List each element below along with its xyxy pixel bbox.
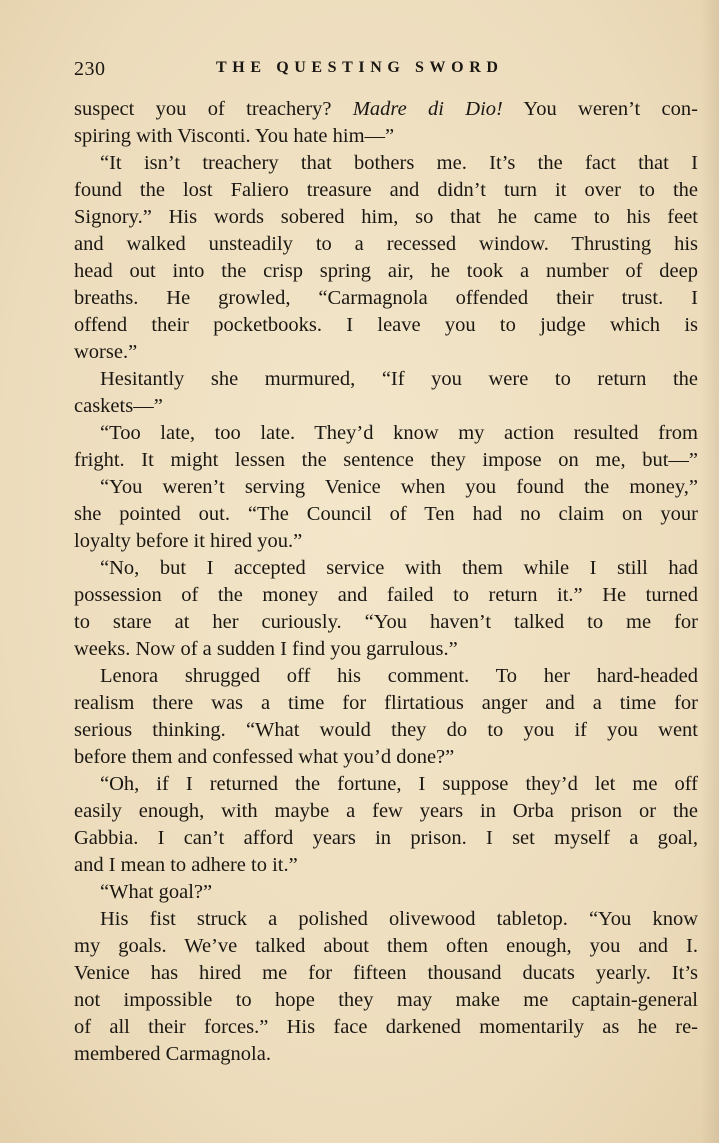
text-line — [74, 960, 698, 987]
text-line — [74, 312, 698, 339]
italic-phrase: Madre di Dio! — [352, 98, 503, 120]
text-span: “Too late, too late. They’d know my action resulted from — [100, 422, 698, 444]
text-span: and I mean to adhere to it.” — [74, 854, 298, 876]
text-span: suspect you of treachery? — [74, 98, 353, 120]
text-line — [74, 123, 698, 150]
text-line — [74, 663, 698, 690]
text-span: of all their forces.” His face darkened momentarily as he re- — [74, 1016, 698, 1038]
text-span: spiring with Visconti. You hate him—” — [74, 125, 395, 147]
text-line — [74, 285, 698, 312]
text-span: my goals. We’ve talked about them often enough, you and I. — [74, 935, 698, 957]
text-span: offend their pocketbooks. I leave you to judge which is — [74, 314, 698, 336]
text-span: fright. It might lessen the sentence they impose on me, but—” — [74, 449, 698, 471]
running-title: THE QUESTING SWORD — [216, 59, 504, 76]
text-line — [74, 933, 698, 960]
text-line — [74, 339, 698, 366]
text-span: head out into the crisp spring air, he took a number of deep — [74, 260, 698, 282]
text-span: she pointed out. “The Council of Ten had no claim on your — [74, 503, 698, 525]
text-span: His fist struck a polished olivewood tabletop. “You know — [100, 908, 698, 930]
page-number: 230 — [74, 58, 106, 80]
text-span: “What goal?” — [100, 881, 213, 903]
text-span: not impossible to hope they may make me captain-general — [74, 989, 698, 1011]
text-line — [74, 393, 698, 420]
text-line — [74, 744, 698, 771]
text-line — [74, 528, 698, 555]
text-span: “You weren’t serving Venice when you found the money,” — [100, 476, 698, 498]
text-span: to stare at her curiously. “You haven’t talked to me for — [74, 611, 698, 633]
text-span: Signory.” His words sobered him, so that he came to his feet — [74, 206, 698, 228]
text-line — [74, 609, 698, 636]
text-line — [74, 852, 698, 879]
text-span: “No, but I accepted service with them while I still had — [100, 557, 698, 579]
text-span: “It isn’t treachery that bothers me. It’s the fact that I — [100, 152, 698, 174]
text-line — [74, 474, 698, 501]
text-line — [74, 879, 698, 906]
text-span: before them and confessed what you’d done?” — [74, 746, 455, 768]
text-line — [74, 258, 698, 285]
text-line — [74, 582, 698, 609]
text-line — [74, 501, 698, 528]
text-line — [74, 636, 698, 663]
text-span: found the lost Faliero treasure and didn’t turn it over to the — [74, 179, 698, 201]
text-line — [74, 231, 698, 258]
text-line — [74, 366, 698, 393]
text-line — [74, 177, 698, 204]
text-line — [74, 825, 698, 852]
body-text — [74, 96, 698, 1068]
text-span: membered Carmagnola. — [74, 1043, 271, 1065]
text-span: breaths. He growled, “Carmagnola offended their trust. I — [74, 287, 698, 309]
text-line — [74, 717, 698, 744]
text-span: possession of the money and failed to return it.” He turned — [74, 584, 698, 606]
text-span: loyalty before it hired you.” — [74, 530, 303, 552]
text-line — [74, 420, 698, 447]
text-line — [74, 204, 698, 231]
text-span: realism there was a time for flirtatious anger and a time for — [74, 692, 698, 714]
text-span: caskets—” — [74, 395, 163, 417]
text-span: weeks. Now of a sudden I find you garrulous.” — [74, 638, 458, 660]
page-edge-shadow — [701, 0, 719, 1143]
page-header — [74, 58, 698, 84]
text-line — [74, 447, 698, 474]
text-span: serious thinking. “What would they do to you if you went — [74, 719, 698, 741]
text-line — [74, 771, 698, 798]
text-span: Hesitantly she murmured, “If you were to return the — [100, 368, 698, 390]
text-line — [74, 555, 698, 582]
text-line — [74, 1041, 698, 1068]
text-line — [74, 987, 698, 1014]
text-line — [74, 96, 698, 123]
text-span: and walked unsteadily to a recessed window. Thrusting his — [74, 233, 698, 255]
text-line — [74, 1014, 698, 1041]
text-line — [74, 798, 698, 825]
text-span: “Oh, if I returned the fortune, I suppose they’d let me off — [100, 773, 698, 795]
text-span: easily enough, with maybe a few years in Orba prison or the — [74, 800, 698, 822]
text-span: Gabbia. I can’t afford years in prison. I set myself a goal, — [74, 827, 698, 849]
text-span: You weren’t con- — [502, 98, 698, 120]
text-line — [74, 150, 698, 177]
text-line — [74, 690, 698, 717]
text-span: Venice has hired me for fifteen thousand ducats yearly. It’s — [74, 962, 698, 984]
text-line — [74, 906, 698, 933]
text-span: worse.” — [74, 341, 138, 363]
text-span: Lenora shrugged off his comment. To her hard-headed — [100, 665, 698, 687]
